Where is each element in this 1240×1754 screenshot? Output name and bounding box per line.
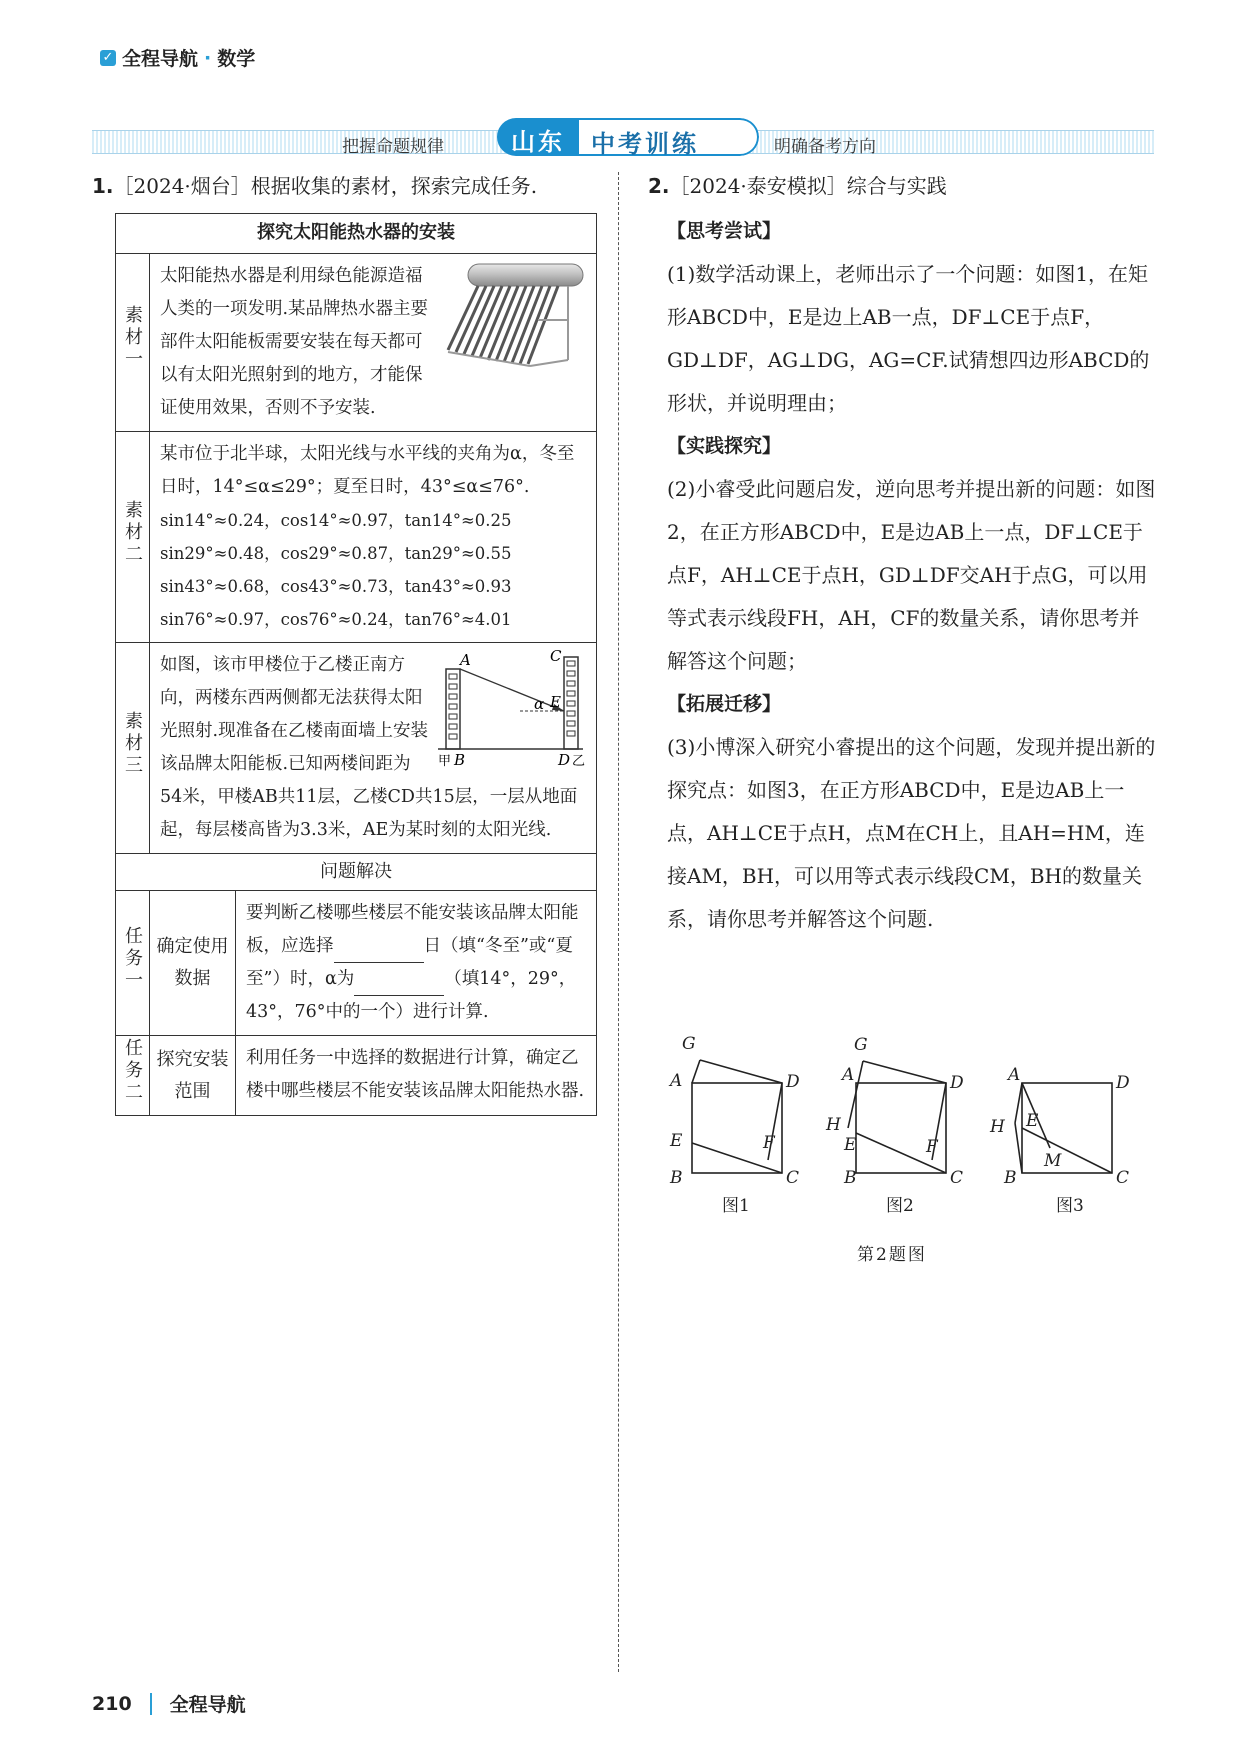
question-2-figures (660, 1028, 1160, 1228)
task-1-text-b: 日（填“冬至”或“夏至”）时，α为 (246, 936, 573, 989)
trig-line-4: sin76°≈0.97，cos76°≈0.24，tan76°≈4.01 (160, 610, 512, 629)
diagram-label-a: A (460, 651, 471, 669)
buildings-diagram (438, 649, 588, 769)
question-1-source: ［2024·烟台］ (113, 174, 251, 198)
task-1-text-a: 要判断乙楼哪些楼层不能安装该品牌太阳能板，应选择 (246, 903, 579, 956)
part-3-text: (3)小博深入研究小睿提出的这个问题，发现并提出新的探究点：如图3，在正方形ABCD中，E是边AB上一点，AH⊥CE于点H，点M在CH上，且AH=HM，连接AM，BH，可以用等式表示线段CM，BH的数量关系，请你思考并解答这个问题. (667, 735, 1156, 931)
material-3-text-a: 如图，该市甲楼位于乙楼正南方向，两楼东西两侧都无法获得太阳光照射.现准备在乙楼南面墙上安装该品牌太阳能板.已知两楼间距 (160, 655, 429, 774)
banner-pill (497, 118, 759, 156)
material-3-text-b: 为54米，甲楼AB共11层，乙楼CD共15层，一层从地面起，每层楼高皆为3.3米，AE为某时刻的太阳光线. (160, 754, 578, 840)
material-1-text-b: 可以有太阳光照射到的地方，才能保证使用效果，否则不予安装. (160, 332, 423, 418)
check-icon: ✓ (100, 50, 116, 66)
solve-title: 问题解决 (116, 854, 597, 891)
banner-region: 山东 (497, 118, 579, 156)
fig2-label-h: H (826, 1115, 841, 1135)
diagram-label-e: E (550, 693, 561, 711)
question-2-body (667, 210, 1157, 941)
question-2-source: ［2024·泰安模拟］ (669, 174, 847, 198)
fig1-caption: 图1 (722, 1196, 750, 1216)
material-table (115, 213, 597, 1116)
task-1-blank-1[interactable] (334, 941, 424, 963)
question-1-stem: 根据收集的素材，探索完成任务. (250, 174, 538, 198)
fig1-label-d: D (786, 1072, 800, 1092)
section-practice: 【实践探究】 (667, 435, 782, 457)
figures-svg (660, 1028, 1160, 1228)
diagram-label-c: C (550, 649, 562, 665)
fig3-caption: 图3 (1056, 1196, 1084, 1216)
question-1-number: 1. (92, 174, 114, 198)
solar-heater-image (438, 260, 588, 370)
fig3-label-c: C (1116, 1168, 1130, 1188)
fig2-label-a: A (842, 1065, 855, 1085)
fig1-label-b: B (670, 1168, 683, 1188)
task-1-name: 确定使用数据 (150, 891, 236, 1036)
series-header (100, 44, 255, 71)
fig2-label-e: E (844, 1135, 857, 1155)
fig3-label-d: D (1116, 1073, 1130, 1093)
fig1-label-f: F (763, 1133, 775, 1153)
fig3-label-a: A (1008, 1065, 1021, 1085)
fig2-label-g: G (854, 1035, 868, 1055)
diagram-label-yi: 乙 (572, 754, 586, 769)
subject-name: 数学 (217, 48, 256, 70)
question-2-header (648, 172, 947, 200)
fig3-label-e: E (1026, 1111, 1039, 1131)
fig3-label-m: M (1044, 1151, 1062, 1171)
fig3-label-h: H (990, 1117, 1005, 1137)
fig2-label-f: F (926, 1137, 938, 1157)
footer-divider (150, 1693, 152, 1715)
task-1-cell (236, 891, 597, 1036)
page-footer (92, 1690, 246, 1717)
footer-book-name: 全程导航 (169, 1694, 246, 1716)
material-2-cell (150, 432, 597, 643)
series-name: 全程导航 (122, 48, 199, 70)
task-2-label: 任务二 (116, 1036, 150, 1116)
page-number: 210 (92, 1692, 132, 1715)
column-divider (618, 172, 619, 1672)
task-1-text-c: （填14°，29°，43°，76°中的一个）进行计算. (246, 969, 577, 1022)
material-2-text: 某市位于北半球，太阳光线与水平线的夹角为α，冬至日时，14°≤α≤29°；夏至日时，43°≤α≤76°. (160, 444, 575, 497)
material-1-label: 素材一 (116, 254, 150, 432)
trig-line-2: sin29°≈0.48，cos29°≈0.87，tan29°≈0.55 (160, 544, 512, 563)
diagram-label-d: D (558, 751, 571, 769)
task-1-label: 任务一 (116, 891, 150, 1036)
material-1-cell (150, 254, 597, 432)
section-think: 【思考尝试】 (667, 220, 782, 242)
banner-left-text: 把握命题规律 (342, 137, 444, 157)
task-2-text: 利用任务一中选择的数据进行计算，确定乙楼中哪些楼层不能安装该品牌太阳能热水器. (236, 1036, 597, 1116)
task-1-blank-2[interactable] (354, 974, 444, 996)
banner-right-text: 明确备考方向 (774, 137, 876, 157)
trig-line-1: sin14°≈0.24，cos14°≈0.97，tan14°≈0.25 (160, 511, 512, 530)
question-1-header (92, 172, 537, 200)
series-separator: · (204, 46, 212, 69)
diagram-label-jia: 甲 (438, 754, 452, 769)
diagram-label-alpha: α (534, 695, 545, 713)
fig2-label-b: B (844, 1168, 857, 1188)
figure-caption: 第2题图 (857, 1245, 927, 1265)
material-1-text-a: 太阳能热水器是利用绿色能源造福人类的一项发明.某品牌热水器主要部件太阳能板需要安装在每天都 (160, 266, 429, 352)
diagram-label-b: B (454, 751, 466, 769)
fig1-label-g: G (682, 1034, 696, 1054)
task-2-name: 探究安装范围 (150, 1036, 236, 1116)
fig2-label-d: D (950, 1073, 964, 1093)
section-banner (92, 118, 1154, 158)
banner-title: 中考训练 (579, 118, 759, 156)
fig1-label-c: C (786, 1168, 800, 1188)
question-2-stem: 综合与实践 (846, 174, 947, 198)
material-2-label: 素材二 (116, 432, 150, 643)
part-2-text: (2)小睿受此问题启发，逆向思考并提出新的问题：如图2，在正方形ABCD中，E是边AB上一点，DF⊥CE于点F，AH⊥CE于点H，GD⊥DF交AH于点G，可以用等式表示线段FH，AH，CF的数量关系，请你思考并解答这个问题； (667, 477, 1156, 673)
fig1-label-e: E (670, 1131, 683, 1151)
material-3-label: 素材三 (116, 643, 150, 854)
trig-line-3: sin43°≈0.68，cos43°≈0.73，tan43°≈0.93 (160, 577, 512, 596)
table-title: 探究太阳能热水器的安装 (116, 214, 597, 254)
fig1-label-a: A (670, 1071, 683, 1091)
fig3-label-b: B (1004, 1168, 1017, 1188)
material-3-cell (150, 643, 597, 854)
fig2-caption: 图2 (886, 1196, 914, 1216)
part-1-text: (1)数学活动课上，老师出示了一个问题：如图1，在矩形ABCD中，E是边上AB一点，DF⊥CE于点F，GD⊥DF，AG⊥DG，AG=CF.试猜想四边形ABCD的形状，并说明理由； (667, 262, 1150, 415)
section-extend: 【拓展迁移】 (667, 693, 782, 715)
fig2-label-c: C (950, 1168, 964, 1188)
question-2-number: 2. (648, 174, 670, 198)
figure-1 (692, 1060, 782, 1173)
